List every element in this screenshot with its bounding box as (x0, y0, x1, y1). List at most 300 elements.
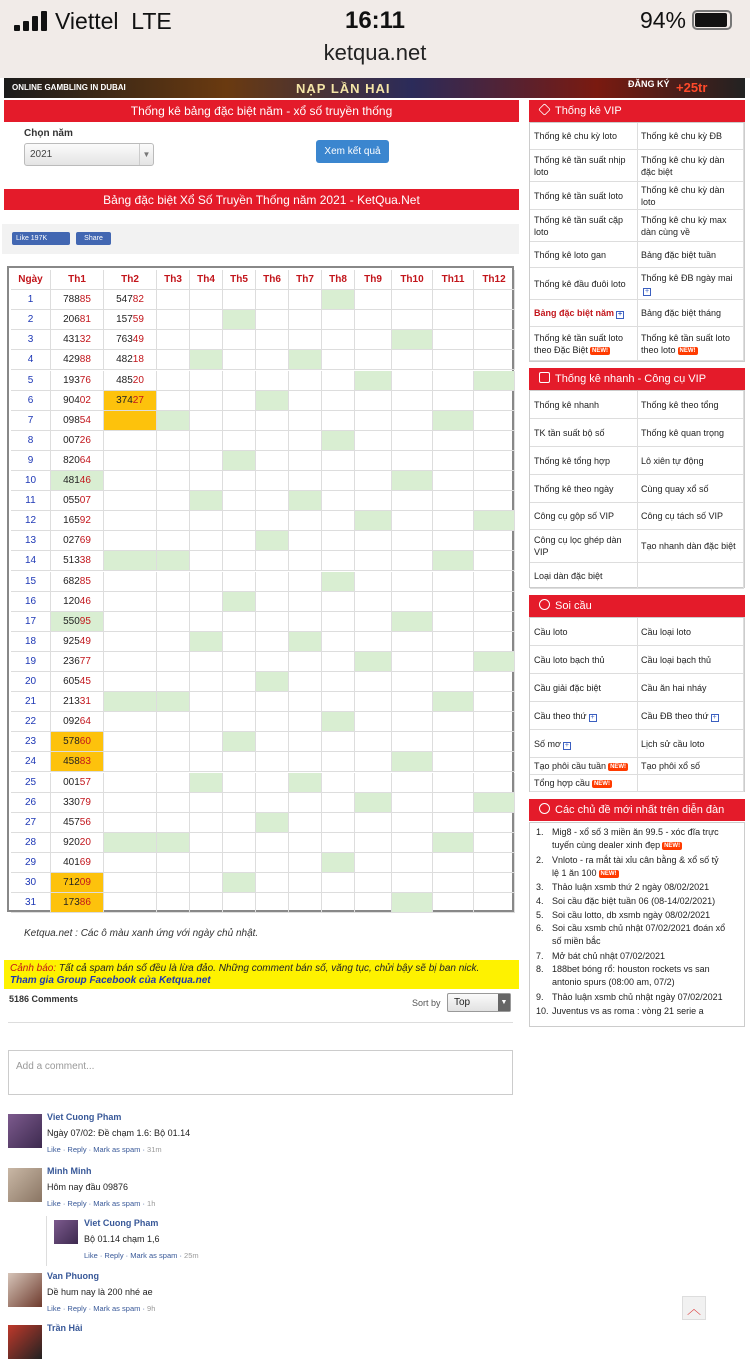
sidebar-empty-cell (637, 563, 744, 589)
table-day-cell: 26 (11, 793, 51, 813)
table-result-cell (157, 712, 190, 732)
table-result-cell (289, 290, 322, 310)
table-result-cell (433, 692, 474, 712)
sidebar-link-label: Công cụ tách số VIP (641, 511, 724, 521)
comment-author[interactable]: Van Phuong (47, 1271, 100, 1281)
table-result-cell (433, 853, 474, 873)
sidebar-link[interactable] (530, 674, 638, 702)
table-result-cell (104, 330, 157, 350)
sidebar-link-label: Thống kê tần suất loto (534, 190, 624, 201)
plus-icon[interactable]: + (617, 311, 623, 318)
table-day-cell: 23 (11, 732, 51, 752)
table-result-cell (256, 491, 289, 511)
table-result-cell (51, 411, 104, 431)
table-result-cell (433, 551, 474, 571)
forum-topic-title: Mig8 - xổ số 3 miền ăn 99.5 - xóc đĩa trực (552, 827, 719, 837)
table-result-cell (223, 572, 256, 592)
comment-actions[interactable] (47, 1199, 155, 1208)
sidebar-link-label: Công cụ gộp số VIP (534, 511, 615, 521)
result-number: 55095 (63, 615, 91, 627)
table-result-cell (157, 350, 190, 370)
table-result-cell (433, 893, 474, 913)
table-result-cell (51, 752, 104, 772)
diamond-icon (538, 103, 550, 115)
table-result-cell (355, 652, 392, 672)
table-result-cell (223, 551, 256, 571)
result-last-two: 69 (79, 856, 91, 868)
table-result-cell (104, 491, 157, 511)
sidebar-link[interactable] (530, 702, 638, 730)
table-result-cell (256, 551, 289, 571)
table-result-cell (322, 652, 355, 672)
table-result-cell (355, 813, 392, 833)
sidebar-link-label: Thống kê theo tổng (641, 399, 719, 410)
table-result-cell (190, 672, 223, 692)
plus-icon[interactable]: + (712, 713, 717, 721)
table-result-cell (51, 732, 104, 752)
result-last-two: 31 (79, 696, 91, 708)
table-result-cell (433, 511, 474, 531)
table-result-cell (392, 632, 433, 652)
table-result-cell (104, 853, 157, 873)
sidebar-link[interactable] (637, 646, 744, 674)
table-result-cell (355, 491, 392, 511)
comment-time: 31m (147, 1145, 162, 1154)
avatar[interactable] (8, 1168, 42, 1202)
scroll-top-button[interactable] (682, 1296, 706, 1320)
view-results-button[interactable]: Xem kết quả (316, 140, 389, 163)
table-result-cell (355, 310, 392, 330)
new-badge: NEW! (593, 781, 610, 787)
sidebar-link[interactable] (530, 503, 638, 530)
table-result-cell (104, 732, 157, 752)
table-result-cell (322, 572, 355, 592)
table-result-cell (104, 310, 157, 330)
sidebar-link[interactable] (530, 563, 638, 589)
table-result-cell (51, 592, 104, 612)
table-result-cell (223, 793, 256, 813)
battery-icon (692, 10, 732, 30)
plus-icon[interactable]: + (590, 713, 595, 721)
forum-topic[interactable] (536, 950, 665, 963)
table-result-cell (322, 692, 355, 712)
table-result-cell (474, 612, 515, 632)
table-result-cell (104, 712, 157, 732)
result-number: 00157 (63, 776, 91, 788)
table-result-cell (256, 471, 289, 491)
sidebar-link[interactable] (637, 475, 744, 503)
table-result-cell (433, 391, 474, 411)
network-type: LTE (131, 8, 172, 34)
result-last-two: 59 (132, 314, 144, 326)
sidebar-link[interactable] (637, 268, 744, 300)
result-last-two: 45 (79, 676, 91, 687)
table-result-cell (355, 572, 392, 592)
comment-author[interactable]: Viet Cuong Pham (47, 1112, 122, 1122)
table-day-cell: 28 (11, 833, 51, 853)
sidebar-link[interactable] (530, 758, 638, 775)
sidebar-link[interactable] (530, 530, 638, 563)
table-result-cell (433, 471, 474, 491)
table-result-cell (474, 672, 515, 692)
table-result-cell (51, 491, 104, 511)
table-result-cell (474, 592, 515, 612)
result-last-two: 57 (79, 776, 91, 788)
result-number: 02769 (63, 535, 91, 547)
table-result-cell (223, 330, 256, 350)
sidebar-link[interactable] (530, 123, 638, 150)
table-header-cell: Th6 (256, 270, 289, 290)
table-result-cell (392, 371, 433, 391)
forum-topic[interactable] (536, 922, 725, 948)
table-result-cell (355, 873, 392, 893)
table-result-cell (433, 371, 474, 391)
result-number: 21331 (63, 696, 91, 708)
forum-topic-index: 6. (536, 923, 544, 933)
table-result-cell (433, 411, 474, 431)
table-result-cell (190, 692, 223, 712)
sidebar-link[interactable] (530, 268, 638, 300)
sidebar-link[interactable] (637, 150, 744, 182)
avatar[interactable] (8, 1325, 42, 1359)
table-result-cell (223, 692, 256, 712)
table-header-cell: Th8 (322, 270, 355, 290)
sidebar-link[interactable] (637, 758, 744, 775)
plus-icon[interactable]: + (564, 741, 569, 749)
table-result-cell (190, 350, 223, 370)
table-result-cell (223, 531, 256, 551)
result-last-two: 07 (79, 495, 91, 507)
table-result-cell (474, 551, 515, 571)
table-result-cell (474, 893, 515, 913)
sidebar-link[interactable] (637, 530, 744, 563)
table-result-cell (51, 692, 104, 712)
sidebar-link[interactable] (637, 123, 744, 150)
table-result-cell (104, 652, 157, 672)
sidebar-link[interactable] (637, 674, 744, 702)
table-day-cell: 12 (11, 511, 51, 531)
table-result-cell (355, 350, 392, 370)
table-result-cell (104, 893, 157, 913)
sidebar-link[interactable] (637, 242, 744, 268)
result-number: 42988 (63, 354, 91, 366)
comment-action-links[interactable]: Like · Reply · Mark as spam · (84, 1251, 185, 1260)
table-result-cell (157, 672, 190, 692)
sidebar-link-label: Cầu ăn hai nháy (641, 682, 707, 693)
result-number: 15759 (116, 314, 144, 326)
result-last-two: 27 (132, 394, 144, 406)
comment-text: Hôm nay đầu 09876 (47, 1182, 129, 1192)
table-result-cell (256, 511, 289, 531)
table-day-cell: 6 (11, 391, 51, 411)
sidebar-link[interactable] (637, 618, 744, 646)
table-result-cell (190, 391, 223, 411)
new-badge: NEW! (610, 764, 627, 770)
avatar[interactable] (54, 1220, 78, 1244)
table-day-cell: 9 (11, 451, 51, 471)
table-result-cell (433, 833, 474, 853)
status-bar (0, 0, 750, 78)
comment-text: Dề hum nay là 200 nhé ae (47, 1287, 153, 1297)
sidebar-link[interactable] (530, 210, 638, 242)
table-day-cell: 29 (11, 853, 51, 873)
table-result-cell (322, 551, 355, 571)
table-result-cell (355, 712, 392, 732)
sidebar-link[interactable] (530, 618, 638, 646)
table-result-cell (256, 411, 289, 431)
comment-action-links[interactable]: Like · Reply · Mark as spam · (47, 1145, 148, 1154)
table-result-cell (157, 391, 190, 411)
table-header-cell: Th9 (355, 270, 392, 290)
result-last-two: 82 (132, 294, 144, 306)
table-result-cell (322, 592, 355, 612)
table-result-cell (392, 411, 433, 431)
table-result-cell (322, 732, 355, 752)
table-result-cell (392, 511, 433, 531)
table-day-cell: 8 (11, 431, 51, 451)
table-result-cell (433, 632, 474, 652)
vip-header (529, 100, 745, 122)
table-result-cell (322, 612, 355, 632)
forum-topic[interactable] (536, 1005, 704, 1018)
table-result-cell (289, 893, 322, 913)
result-number: 48218 (116, 354, 144, 366)
table-result-cell (256, 652, 289, 672)
result-last-two: 09 (79, 877, 91, 888)
table-result-cell (223, 411, 256, 431)
comment-actions[interactable] (47, 1304, 155, 1313)
table-header-cell: Th3 (157, 270, 190, 290)
table-day-cell: 10 (11, 471, 51, 491)
table-result-cell (322, 431, 355, 451)
table-result-cell (223, 712, 256, 732)
table-result-cell (157, 652, 190, 672)
table-result-cell (157, 290, 190, 310)
sidebar-link-label: Cầu loại bạch thủ (641, 654, 712, 665)
table-result-cell (355, 290, 392, 310)
table-result-cell (474, 752, 515, 772)
result-last-two: 20 (79, 836, 91, 848)
table-result-cell (190, 813, 223, 833)
table-result-cell (433, 330, 474, 350)
table-result-cell (392, 793, 433, 813)
sidebar-link-label: Công cụ lọc ghép dàn VIP (534, 535, 622, 557)
table-result-cell (104, 431, 157, 451)
sidebar-link-label: Thống kê chu kỳ max dàn cùng về (641, 214, 727, 237)
table-result-cell (51, 632, 104, 652)
table-result-cell (51, 551, 104, 571)
sidebar-link[interactable] (530, 300, 638, 327)
table-result-cell (256, 672, 289, 692)
table-day-cell: 31 (11, 893, 51, 913)
table-result-cell (474, 853, 515, 873)
comment-action-links[interactable]: Like · Reply · Mark as spam · (47, 1304, 148, 1313)
table-day-cell: 16 (11, 592, 51, 612)
sidebar-link[interactable] (637, 702, 744, 730)
table-result-cell (289, 752, 322, 772)
warning-box (4, 960, 519, 989)
forum-topic[interactable] (536, 963, 710, 989)
table-result-cell (190, 551, 223, 571)
table-result-cell (51, 471, 104, 491)
table-day-cell: 20 (11, 672, 51, 692)
sort-value: Top (454, 997, 471, 1008)
table-result-cell (104, 511, 157, 531)
comment-input[interactable]: Add a comment... (8, 1050, 513, 1095)
table-result-cell (223, 471, 256, 491)
result-number: 92549 (63, 635, 91, 647)
table-result-cell (223, 371, 256, 391)
table-result-cell (322, 451, 355, 471)
table-result-cell (157, 431, 190, 451)
ad-banner[interactable] (4, 78, 745, 98)
sidebar-link[interactable] (530, 327, 638, 361)
result-last-two: 32 (79, 334, 91, 346)
avatar[interactable] (8, 1273, 42, 1307)
sidebar-link[interactable] (637, 210, 744, 242)
forum-topic[interactable] (536, 991, 723, 1004)
table-result-cell (104, 531, 157, 551)
table-result-cell (289, 873, 322, 893)
sidebar-link[interactable] (637, 419, 744, 447)
result-number: 23677 (63, 655, 91, 667)
table-result-cell (104, 833, 157, 853)
facebook-like-button[interactable]: Like 197K (12, 232, 70, 245)
ad-center-text: NẠP LẦN HAI (296, 81, 391, 96)
sidebar-link[interactable] (637, 730, 744, 758)
table-result-cell (104, 551, 157, 571)
table-result-cell (433, 451, 474, 471)
table-result-cell (433, 572, 474, 592)
table-result-cell (392, 752, 433, 772)
sidebar-link[interactable] (637, 327, 744, 361)
comment-action-links[interactable]: Like · Reply · Mark as spam · (47, 1199, 148, 1208)
comment-text: Bộ 01.14 chạm 1,6 (84, 1234, 160, 1244)
forum-topic[interactable] (536, 854, 719, 880)
sidebar-link[interactable] (530, 391, 638, 419)
table-note: Ketqua.net : Các ô màu xanh ứng với ngày chủ nhật. (24, 928, 259, 939)
table-result-cell (51, 371, 104, 391)
table-result-cell (392, 873, 433, 893)
comment-time: 1h (147, 1199, 156, 1208)
result-number: 71209 (63, 877, 91, 888)
table-day-cell: 15 (11, 572, 51, 592)
table-result-cell (289, 391, 322, 411)
comment-author[interactable]: Minh Minh (47, 1166, 92, 1176)
table-result-cell (322, 813, 355, 833)
table-result-cell (157, 833, 190, 853)
sidebar-link[interactable] (530, 242, 638, 268)
table-result-cell (355, 612, 392, 632)
comment-author[interactable]: Trần Hải (47, 1323, 83, 1333)
comment-actions[interactable] (84, 1251, 199, 1260)
table-result-cell (104, 752, 157, 772)
result-number: 43132 (63, 334, 91, 346)
table-result-cell (474, 491, 515, 511)
table-result-cell (355, 632, 392, 652)
year-select[interactable] (24, 143, 154, 166)
result-last-two: 46 (79, 595, 91, 607)
table-result-cell (474, 290, 515, 310)
table-result-cell (392, 672, 433, 692)
table-result-cell (355, 471, 392, 491)
table-result-cell (322, 371, 355, 391)
table-result-cell (392, 491, 433, 511)
facebook-group-link[interactable]: Tham gia Group Facebook của Ketqua.net (10, 975, 211, 986)
result-last-two: 49 (132, 334, 144, 346)
soi-title: Soi cầu (555, 600, 592, 612)
table-result-cell (433, 350, 474, 370)
table-result-cell (433, 813, 474, 833)
sidebar-link[interactable] (637, 182, 744, 210)
table-result-cell (256, 290, 289, 310)
forum-topic[interactable] (536, 895, 715, 908)
table-result-cell (355, 371, 392, 391)
table-result-cell (104, 572, 157, 592)
sidebar-link[interactable] (530, 419, 638, 447)
result-last-two: 76 (79, 374, 91, 386)
table-day-cell: 11 (11, 491, 51, 511)
facebook-share-button[interactable]: Share (76, 232, 111, 245)
sidebar-link-label: Cầu giải đặc biệt (534, 682, 602, 693)
sidebar-link[interactable] (530, 730, 638, 758)
sidebar-link[interactable] (637, 391, 744, 419)
table-result-cell (433, 592, 474, 612)
table-result-cell (190, 310, 223, 330)
table-result-cell (157, 511, 190, 531)
table-result-cell (104, 451, 157, 471)
url-bar[interactable]: ketqua.net (323, 40, 427, 65)
table-result-cell (190, 451, 223, 471)
sidebar-link[interactable] (637, 300, 744, 327)
table-result-cell (157, 310, 190, 330)
sidebar-link[interactable] (530, 646, 638, 674)
result-last-two: 85 (79, 575, 91, 587)
plus-icon[interactable]: + (644, 287, 650, 295)
sidebar-link[interactable] (637, 503, 744, 530)
avatar[interactable] (8, 1114, 42, 1148)
comment-author[interactable]: Viet Cuong Pham (84, 1218, 159, 1228)
table-result-cell (223, 652, 256, 672)
result-last-two: 38 (79, 555, 91, 567)
sidebar-link[interactable] (530, 182, 638, 210)
table-result-cell (474, 833, 515, 853)
forum-topic-title: 188bet bóng rổ: houston rockets vs san (552, 964, 710, 974)
table-result-cell (474, 471, 515, 491)
sidebar-link-label: Thống kê quan trọng (641, 427, 725, 438)
table-result-cell (51, 813, 104, 833)
result-last-two: 56 (79, 816, 91, 828)
forum-topic[interactable] (536, 881, 709, 894)
sidebar-link[interactable] (530, 475, 638, 503)
sort-select[interactable] (447, 993, 511, 1012)
sidebar-link[interactable] (530, 775, 638, 792)
table-result-cell (190, 712, 223, 732)
forum-topic[interactable] (536, 826, 719, 852)
table-result-cell (223, 732, 256, 752)
quick-header (529, 368, 745, 390)
sidebar-link[interactable] (530, 150, 638, 182)
table-day-cell: 18 (11, 632, 51, 652)
table-result-cell (433, 290, 474, 310)
vip-title: Thống kê VIP (555, 105, 622, 117)
comment-actions[interactable] (47, 1145, 162, 1154)
warning-label: Cảnh báo: (10, 963, 57, 974)
sidebar-link[interactable] (530, 447, 638, 475)
sidebar-link[interactable] (637, 447, 744, 475)
forum-topic[interactable] (536, 909, 710, 922)
table-result-cell (256, 732, 289, 752)
